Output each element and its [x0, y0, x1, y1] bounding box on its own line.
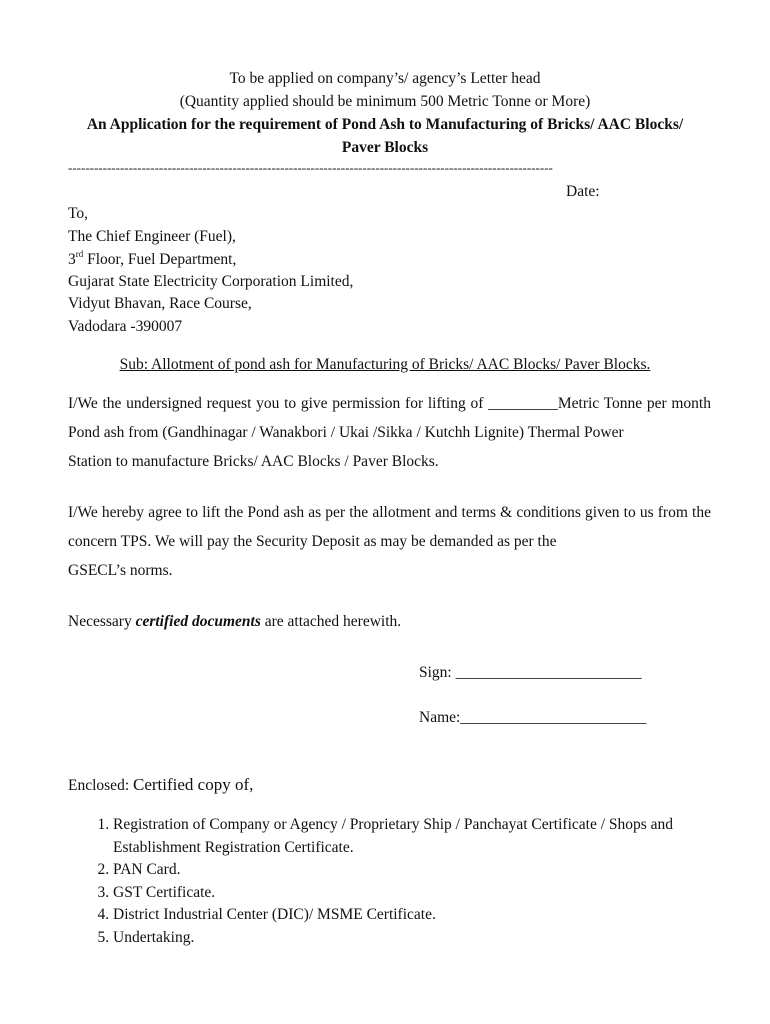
- list-item: 1. Registration of Company or Agency / Proprietary Ship / Panchayat Certificate / Shops and Establishment Registration Certificate.: [113, 814, 713, 859]
- documents-note: [68, 613, 401, 631]
- sign-field: Sign: ________________________: [419, 664, 642, 681]
- certified-documents-emphasis: certified documents: [135, 613, 261, 630]
- letterhead-instruction: To be applied on company’s/ agency’s Letter head: [229, 70, 541, 87]
- separator-line: ----------------------------------------------------------------------------------------------------------------: [68, 160, 553, 175]
- enclosed-prefix: Enclosed:: [68, 777, 133, 794]
- list-item: 3. GST Certificate.: [113, 882, 713, 905]
- paragraph-agreement-last: GSECL’s norms.: [68, 562, 173, 579]
- documents-note-prefix: Necessary: [68, 613, 136, 630]
- address-line1: The Chief Engineer (Fuel),: [68, 228, 236, 245]
- paragraph-request-body: I/We the undersigned request you to give permission for lifting of _________Metric Tonne per month Pond ash from (Gandhinagar / Wanakbori / Ukai /Sikka / Kutchh Lignite) Thermal Power: [68, 395, 711, 441]
- list-item: 5. Undertaking.: [113, 927, 713, 950]
- address-line5: Vadodara -390007: [68, 318, 183, 335]
- paragraph-agreement: [68, 498, 711, 585]
- subject-line: [0, 356, 770, 374]
- list-item: 2. PAN Card.: [113, 859, 713, 882]
- enclosure-list: [68, 814, 713, 949]
- paragraph-request-last: Station to manufacture Bricks/ AAC Blocks / Paver Blocks.: [68, 453, 439, 470]
- document-title-line2: Paver Blocks: [341, 139, 429, 156]
- floor-number: 3: [68, 251, 76, 268]
- subject-text: Sub: Allotment of pond ash for Manufacturing of Bricks/ AAC Blocks/ Paver Blocks.: [119, 356, 651, 373]
- enclosed-title: Certified copy of,: [133, 775, 254, 794]
- floor-superscript: rd: [75, 249, 84, 259]
- address-line2: [68, 251, 236, 269]
- enclosed-heading: [68, 775, 253, 795]
- address-line3: Gujarat State Electricity Corporation Limited,: [68, 273, 354, 290]
- floor-rest: Floor, Fuel Department,: [83, 251, 237, 268]
- address-line4: Vidyut Bhavan, Race Course,: [68, 295, 252, 312]
- paragraph-request: [68, 389, 711, 476]
- list-item: 4. District Industrial Center (DIC)/ MSME Certificate.: [113, 904, 713, 927]
- quantity-note: (Quantity applied should be minimum 500 Metric Tonne or More): [179, 93, 591, 110]
- address-to: To,: [68, 205, 89, 222]
- paragraph-agreement-body: I/We hereby agree to lift the Pond ash as per the allotment and terms & conditions given to us from the concern TPS. We will pay the Security Deposit as may be demanded as per the: [68, 504, 711, 550]
- date-label: Date:: [566, 183, 600, 200]
- document-title-line1: An Application for the requirement of Pond Ash to Manufacturing of Bricks/ AAC Blocks/: [86, 116, 684, 133]
- name-field: Name:________________________: [419, 709, 647, 726]
- documents-note-suffix: are attached herewith.: [260, 613, 402, 630]
